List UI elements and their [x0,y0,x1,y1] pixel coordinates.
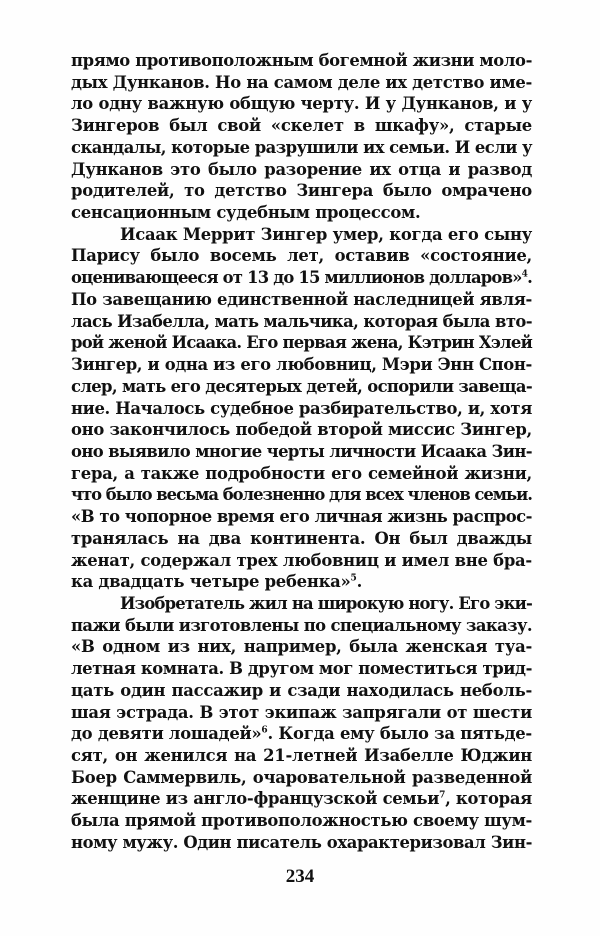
text-line [71,506,532,528]
text-line [71,115,532,137]
text-line [71,93,532,115]
text-line [71,680,532,702]
line-text: ло одну важную общую черту. И у Дунканов, и у [71,94,532,114]
line-text: летная комната. В другом мог поместиться трид- [71,659,532,679]
text-line [71,745,532,767]
line-text: Дунканов это было разорение их отца и развод [71,159,532,179]
text-line [71,311,532,333]
text-line [71,832,532,854]
line-text: дых Дунканов. Но на самом деле их детство име- [71,72,532,92]
line-text: что было весьма болезненно для всех членов семьи. [71,485,532,505]
text-line [71,484,532,506]
line-text: пажи были изготовлены по специальному заказу. [71,615,532,635]
line-text: лась Изабелла, мать мальчика, которая была вто- [71,311,532,331]
line-text: транялась на два континента. Он был дважды [71,528,532,548]
line-text: Парису было восемь лет, оставив «состояние, [71,246,532,266]
line-text: оно закончилось победой второй миссис Зингер, [71,420,532,440]
text-line [71,398,532,420]
footnote-marker: 4 [521,269,528,280]
line-text: гера, а также подробности его семейной жизни, [71,463,532,483]
text-line [71,245,532,267]
line-text: Боер Саммервиль, очаровательной разведенной [71,767,532,787]
text-line [71,289,532,311]
text-line [71,463,532,485]
text-line [71,788,532,810]
line-text-tail: , которая [445,789,532,809]
page-number: 234 [285,866,315,887]
text-line [71,180,532,202]
text-line [71,50,532,72]
line-text: ному мужу. Один писатель охарактеризовал Зин- [71,832,532,852]
text-line [71,419,532,441]
text-line [71,571,532,593]
line-text: оно выявило многие черты личности Исаака Зин- [71,441,532,461]
line-text: Зингеров был свой «скелет в шкафу», старые [71,116,532,136]
text-line [71,702,532,724]
line-text: женщине из англо-французской семьи [71,789,440,809]
line-text: Изобретатель жил на широкую ногу. Его эки- [120,593,532,613]
line-text: цать один пассажир и сзади находилась неболь- [71,680,532,700]
line-text: слер, мать его десятерых детей, оспорили завеща- [71,376,532,396]
text-line [71,332,532,354]
text-line [71,723,532,745]
line-text: ние. Началось судебное разбирательство, и, хотя [71,398,532,418]
line-text: оценивающееся от 13 до 15 миллионов долларов» [71,268,522,288]
line-text: сенсационным судебным процессом. [71,203,421,223]
text-line [71,528,532,550]
text-line [71,354,532,376]
line-text: была прямой противоположностью своему шум- [71,811,532,831]
line-text: скандалы, которые разрушили их семьи. И если у [71,137,532,157]
text-line [71,137,532,159]
line-text-tail: . [527,268,532,288]
text-line [71,550,532,572]
line-text: ка двадцать четыре ребенка» [71,572,351,592]
line-text-tail: . Когда ему было за пятьде- [267,724,532,744]
text-line [71,615,532,637]
footnote-marker: 7 [439,790,446,801]
text-line [71,767,532,789]
text-line [71,376,532,398]
text-line [71,202,532,224]
text-line [71,441,532,463]
line-text: прямо противоположным богемной жизни моло- [71,51,532,70]
text-line [71,658,532,680]
text-line [71,267,532,289]
line-text: сят, он женился на 21-летней Изабелле Юджин [71,746,532,765]
line-text: «В одном из них, например, была женская туа- [71,637,532,657]
text-line [71,159,532,181]
line-text: женат, содержал трех любовниц и имел вне бра- [71,550,532,570]
line-text: «В то чопорное время его личная жизнь распрос- [71,507,532,527]
paragraph-start-line [71,593,532,615]
text-line [71,636,532,658]
line-text: родителей, то детство Зингера было омрачено [71,181,532,201]
text-line [71,72,532,94]
line-text: Зингер, и одна из его любовниц, Мэри Энн Спон- [71,355,532,375]
line-text: рой женой Исаака. Его первая жена, Кэтрин Хэлей [71,333,532,353]
text-line [71,810,532,832]
line-text: Исаак Меррит Зингер умер, когда его сыну [120,224,532,244]
line-text-tail: . [356,572,363,592]
line-text: По завещанию единственной наследницей явля- [71,289,532,309]
paragraph-start-line [71,224,532,246]
body-text [71,50,532,854]
footnote-marker: 6 [261,725,268,736]
line-text: шая эстрада. В этот экипаж запрягали от шести [71,702,532,722]
footnote-marker: 5 [350,573,357,584]
line-text: до девяти лошадей» [71,724,262,744]
